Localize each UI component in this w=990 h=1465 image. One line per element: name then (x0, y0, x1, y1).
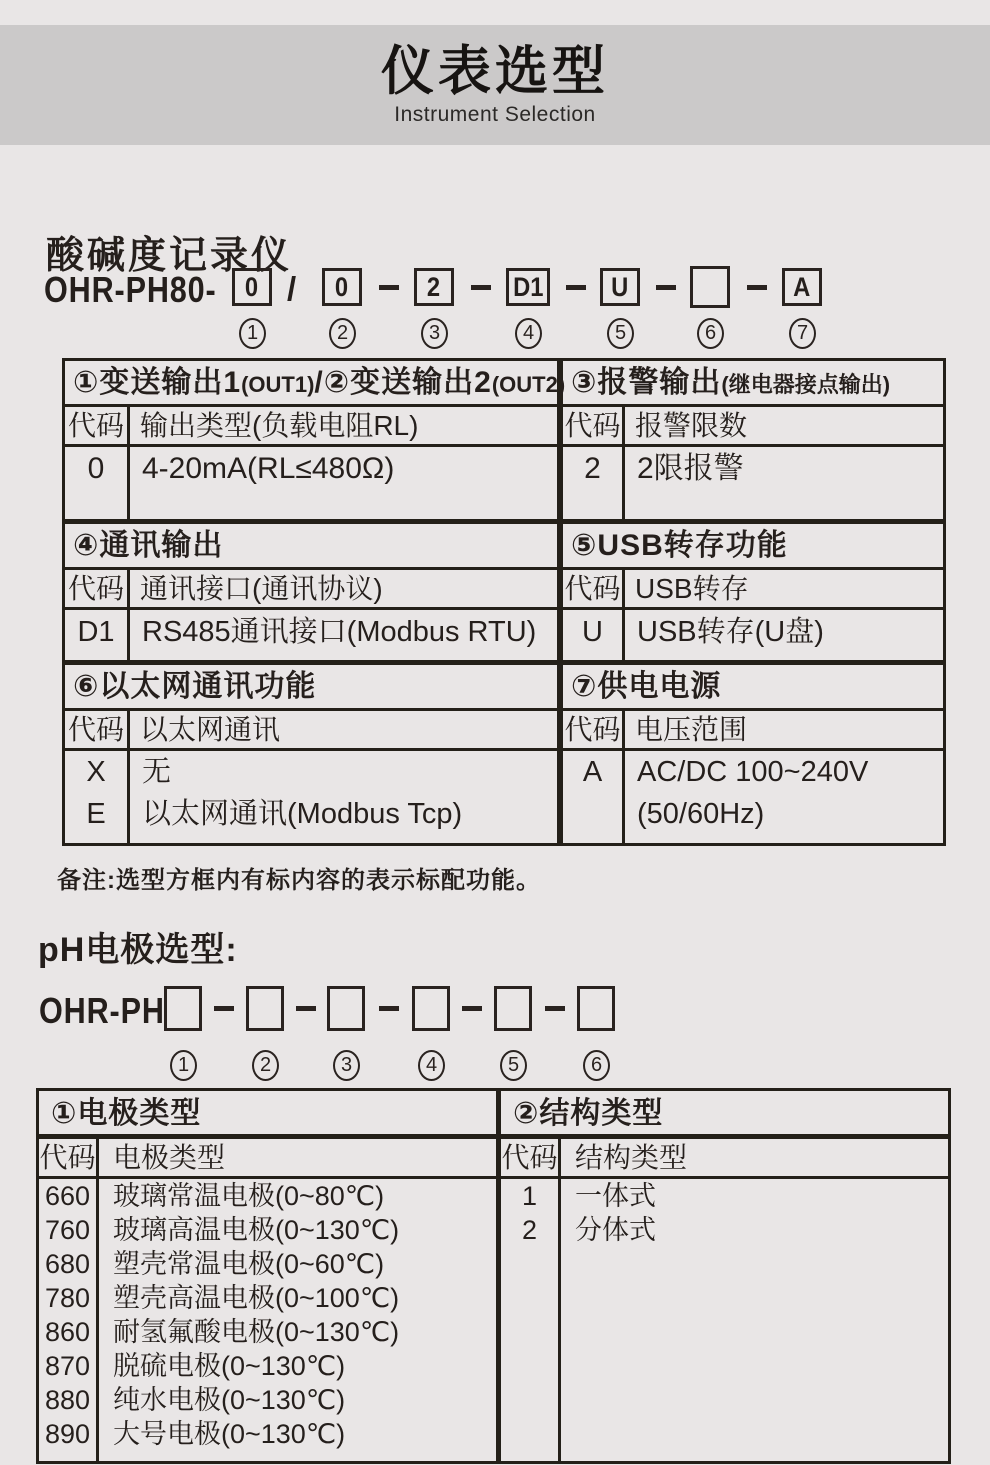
desc-header-cell: 输出类型(负载电阻RL) (140, 410, 419, 441)
code-header-cell: 代码 (65, 570, 130, 607)
subheader-row (65, 711, 557, 751)
data-area (563, 610, 943, 660)
electrode-circle-3: 3 (333, 1050, 360, 1081)
section-title-text: ⑤USB转存功能 (571, 529, 788, 562)
data-area (65, 751, 557, 843)
code-cell: 0 (87, 452, 105, 485)
model-box-3 (414, 268, 454, 306)
electrode-circle-2: 2 (252, 1050, 279, 1081)
electrode-table (36, 1088, 951, 1464)
desc-cell: RS485通讯接口(Modbus RTU) (142, 616, 537, 648)
section-title (65, 524, 557, 570)
data-area (39, 1179, 496, 1461)
code-column (563, 751, 625, 843)
code-column (65, 447, 130, 519)
circle-number-1: 1 (239, 318, 266, 349)
code-column (39, 1179, 99, 1461)
code-cell: 2 (584, 452, 601, 485)
code-cell: 870 (44, 1351, 91, 1381)
electrode-separator-dash (462, 1006, 482, 1011)
electrode-box-3 (327, 986, 365, 1031)
subheader-row (39, 1139, 496, 1179)
data-area (65, 610, 557, 660)
electrode-box-4 (412, 986, 450, 1031)
code-header-cell: 代码 (501, 1139, 561, 1176)
spec-section-transmit-output (65, 361, 566, 519)
desc-column (99, 1179, 496, 1461)
desc-header-cell: 电压范围 (635, 714, 748, 745)
code-cell: 860 (44, 1317, 91, 1347)
code-cell: 760 (44, 1215, 91, 1245)
electrode-circle-5: 5 (500, 1050, 527, 1081)
model-box-value: 0 (245, 271, 259, 302)
spec-section-power (563, 665, 943, 843)
code-cell: X (86, 756, 106, 788)
desc-column (130, 751, 557, 843)
spec-section-alarm-output (563, 361, 943, 519)
model-box-value: 2 (427, 271, 441, 302)
circle-number-6: 6 (697, 318, 724, 349)
desc-header-cell: 结构类型 (575, 1142, 688, 1173)
circle-number-3: 3 (421, 318, 448, 349)
spec-section-usb (563, 524, 943, 660)
model-separator-dash (471, 285, 491, 290)
section-title (65, 665, 557, 711)
code-cell: D1 (77, 616, 115, 648)
spec-table-row-1 (65, 361, 943, 519)
model-box-value: D1 (512, 271, 544, 302)
spec-section-ethernet (65, 665, 563, 843)
circle-number-2: 2 (329, 318, 356, 349)
desc-column (130, 610, 557, 660)
desc-cell: (50/60Hz) (637, 798, 765, 830)
data-area (65, 447, 557, 519)
desc-cell: 无 (142, 756, 172, 788)
electrode-box-6 (577, 986, 615, 1031)
structure-type-section (501, 1091, 948, 1461)
electrode-separator-dash (545, 1006, 565, 1011)
recorder-heading: 酸碱度记录仪 (46, 235, 293, 277)
section-title-small: (OUT2) (491, 372, 566, 397)
code-column (65, 751, 130, 843)
desc-header-cell: 电极类型 (113, 1142, 226, 1173)
desc-column (561, 1179, 948, 1461)
code-cell: 2 (521, 1215, 538, 1245)
model-prefix: OHR-PH80- (44, 269, 217, 310)
electrode-separator-dash (214, 1006, 234, 1011)
code-cell: 660 (44, 1181, 91, 1211)
code-cell: E (86, 798, 106, 830)
desc-cell: 纯水电极(0~130℃) (113, 1385, 346, 1415)
note-text: 备注:选型方框内有标内容的表示标配功能。 (57, 867, 541, 894)
desc-cell: 玻璃高温电极(0~130℃) (113, 1215, 400, 1245)
header-band (0, 25, 990, 145)
desc-cell: 玻璃常温电极(0~80℃) (113, 1181, 385, 1211)
spec-table-row-3 (65, 660, 943, 843)
subheader-row (563, 711, 943, 751)
section-title-text: ①变送输出1 (73, 366, 242, 399)
subheader-row (563, 407, 943, 447)
section-title (563, 524, 943, 570)
code-cell: 1 (521, 1181, 538, 1211)
code-cell: 880 (44, 1385, 91, 1415)
data-area (563, 751, 943, 843)
desc-column (625, 751, 943, 843)
desc-column (625, 447, 943, 519)
desc-cell: 一体式 (575, 1181, 656, 1211)
section-title (563, 665, 943, 711)
model-separator-slash: / (287, 270, 297, 307)
subheader-row (65, 407, 557, 447)
code-header-cell: 代码 (563, 570, 625, 607)
code-cell: U (582, 616, 603, 648)
desc-header-cell: 以太网通讯 (140, 714, 281, 745)
desc-cell: 脱硫电极(0~130℃) (113, 1351, 346, 1381)
desc-cell: 大号电极(0~130℃) (113, 1419, 346, 1449)
code-cell: A (582, 756, 603, 788)
code-column (563, 610, 625, 660)
code-header-cell: 代码 (65, 407, 130, 444)
desc-cell: 塑壳常温电极(0~60℃) (113, 1249, 385, 1279)
section-title: ②结构类型 (501, 1091, 948, 1139)
electrode-circle-4: 4 (418, 1050, 445, 1081)
section-title-text: ③报警输出 (571, 366, 722, 399)
code-header-cell: 代码 (65, 711, 130, 748)
electrode-box-2 (246, 986, 284, 1031)
data-area (563, 447, 943, 519)
spec-section-comm-output (65, 524, 563, 660)
desc-cell: 耐氢氟酸电极(0~130℃) (113, 1317, 400, 1347)
subheader-row (563, 570, 943, 610)
data-area (501, 1179, 948, 1461)
subheader-row (501, 1139, 948, 1179)
desc-cell: 4-20mA(RL≤480Ω) (142, 452, 395, 485)
page-title: 仪表选型 (381, 41, 609, 101)
model-separator-dash (747, 285, 767, 290)
section-title (65, 361, 566, 407)
code-header-cell: 代码 (39, 1139, 99, 1176)
electrode-circle-1: 1 (170, 1050, 197, 1081)
electrode-separator-dash (296, 1006, 316, 1011)
circle-number-7: 7 (789, 318, 816, 349)
desc-cell: 塑壳高温电极(0~100℃) (113, 1283, 400, 1313)
section-title-small: (继电器接点输出) (721, 372, 891, 397)
model-box-2 (322, 268, 362, 306)
circle-number-5: 5 (607, 318, 634, 349)
code-column (501, 1179, 561, 1461)
model-box-6 (690, 266, 730, 308)
electrode-circle-6: 6 (583, 1050, 610, 1081)
desc-cell: AC/DC 100~240V (637, 756, 869, 788)
desc-column (130, 447, 557, 519)
desc-column (625, 610, 943, 660)
model-box-value: 0 (335, 271, 349, 302)
desc-header-cell: 通讯接口(通讯协议) (140, 573, 383, 604)
code-cell: 890 (44, 1419, 91, 1449)
section-title-text: ④通讯输出 (73, 529, 224, 562)
circle-number-4: 4 (515, 318, 542, 349)
model-box-1 (232, 268, 272, 306)
code-cell: 780 (44, 1283, 91, 1313)
model-box-4 (506, 268, 550, 306)
page-subtitle: Instrument Selection (394, 103, 596, 127)
section-title: ①电极类型 (39, 1091, 496, 1139)
section-title-text: ⑥以太网通讯功能 (73, 670, 317, 703)
section-title-text: /②变送输出2 (314, 366, 492, 399)
electrode-box-5 (494, 986, 532, 1031)
spec-table (62, 358, 946, 846)
code-column (563, 447, 625, 519)
section-title (563, 361, 943, 407)
model-separator-dash (566, 285, 586, 290)
model-separator-dash (656, 285, 676, 290)
code-column (65, 610, 130, 660)
code-header-cell: 代码 (563, 711, 625, 748)
electrode-heading: pH电极选型: (38, 931, 238, 969)
desc-cell: USB转存(U盘) (637, 616, 824, 648)
model-box-value: A (793, 271, 811, 302)
section-title-text: ⑦供电电源 (571, 670, 722, 703)
model-separator-dash (379, 285, 399, 290)
electrode-prefix: OHR-PH (39, 990, 165, 1031)
model-box-7 (782, 268, 822, 306)
model-box-value: U (611, 271, 629, 302)
electrode-separator-dash (379, 1006, 399, 1011)
desc-header-cell: 报警限数 (635, 410, 748, 441)
desc-header-cell: USB转存 (635, 573, 749, 604)
code-cell: 680 (44, 1249, 91, 1279)
spec-table-row-2 (65, 519, 943, 660)
code-header-cell: 代码 (563, 407, 625, 444)
desc-cell: 以太网通讯(Modbus Tcp) (142, 798, 463, 830)
section-title-small: (OUT1) (241, 372, 315, 397)
subheader-row (65, 570, 557, 610)
electrode-box-1 (164, 986, 202, 1031)
desc-cell: 分体式 (575, 1215, 656, 1245)
desc-cell: 2限报警 (637, 452, 744, 485)
model-box-5 (600, 268, 640, 306)
electrode-type-section (39, 1091, 501, 1461)
